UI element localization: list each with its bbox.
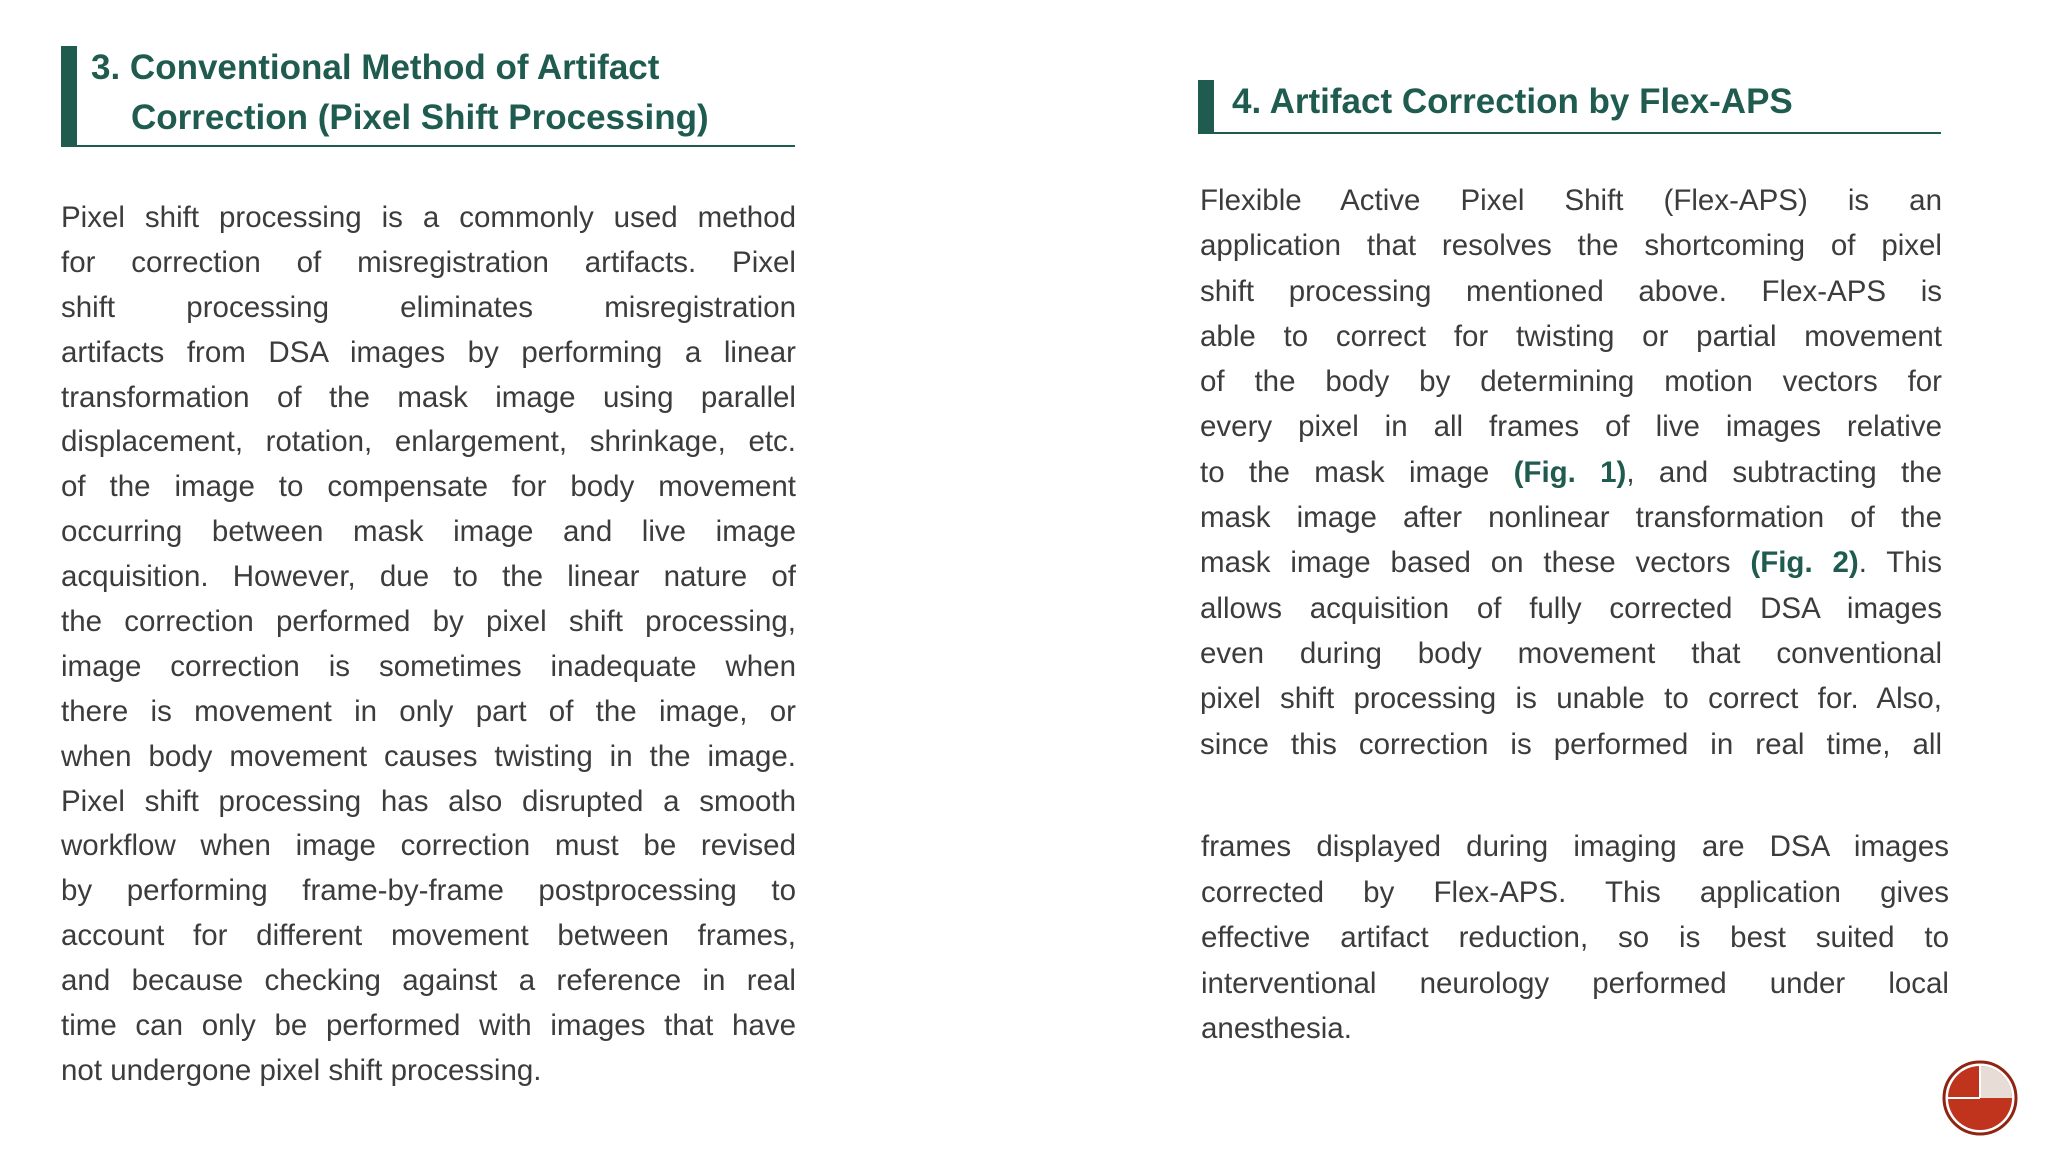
- text-line: allows acquisition of fully corrected DSA images: [1200, 591, 1942, 625]
- text-line-with-figure-ref: [1200, 540, 1942, 585]
- section-3-heading-line-1: 3. Conventional Method of Artifact: [91, 48, 660, 87]
- text-segment: , and subtracting the: [1626, 455, 1942, 489]
- text-line: every pixel in all frames of live images relative: [1200, 410, 1942, 444]
- text-line: Pixel shift processing has also disrupted a smooth: [61, 784, 796, 818]
- text-segment: . This: [1858, 546, 1942, 580]
- section-4-body-upper: [1200, 178, 1942, 767]
- text-line: anesthesia.: [1201, 1012, 1352, 1046]
- text-line: not undergone pixel shift processing.: [61, 1053, 542, 1087]
- text-line: of the image to compensate for body movement: [61, 470, 796, 504]
- heading-underline: [1198, 132, 1941, 134]
- text-line: image correction is sometimes inadequate when: [61, 649, 796, 683]
- heading-accent-bar: [1198, 80, 1214, 134]
- text-line: effective artifact reduction, so is best suited to: [1201, 921, 1949, 955]
- text-line: of the body by determining motion vectors for: [1200, 365, 1942, 399]
- text-line: since this correction is performed in real time, all: [1200, 727, 1942, 761]
- text-line: for correction of misregistration artifacts. Pixel: [61, 245, 796, 279]
- section-4-heading: [1198, 80, 1941, 134]
- text-line: application that resolves the shortcoming of pixel: [1200, 229, 1942, 263]
- text-line: artifacts from DSA images by performing a linear: [61, 335, 796, 369]
- text-line: interventional neurology performed under local: [1201, 966, 1949, 1000]
- section-4-heading-text: 4. Artifact Correction by Flex-APS: [1232, 82, 1793, 121]
- text-segment: mask image based on these vectors: [1200, 546, 1751, 580]
- text-line: Pixel shift processing is a commonly used method: [61, 201, 796, 234]
- text-line: mask image after nonlinear transformation of the: [1200, 501, 1942, 535]
- text-segment: to the mask image: [1200, 455, 1514, 489]
- text-line: there is movement in only part of the image, or: [61, 694, 796, 728]
- text-line: account for different movement between frames,: [61, 919, 796, 953]
- text-line: corrected by Flex-APS. This application gives: [1201, 875, 1949, 909]
- text-line: the correction performed by pixel shift processing,: [61, 605, 796, 639]
- text-line: Flexible Active Pixel Shift (Flex-APS) is an: [1200, 184, 1942, 217]
- text-line: able to correct for twisting or partial movement: [1200, 319, 1942, 353]
- text-line: shift processing eliminates misregistration: [61, 290, 796, 324]
- section-3-heading-line-2: Correction (Pixel Shift Processing): [131, 98, 709, 137]
- text-line: when body movement causes twisting in the image.: [61, 739, 796, 773]
- text-line: frames displayed during imaging are DSA images: [1201, 830, 1949, 863]
- section-3-body: [61, 196, 796, 1094]
- heading-accent-bar: [61, 46, 77, 147]
- text-line: workflow when image correction must be revised: [61, 829, 796, 863]
- text-line: even during body movement that conventional: [1200, 636, 1942, 670]
- text-line: pixel shift processing is unable to correct for. Also,: [1200, 682, 1942, 716]
- text-line: displacement, rotation, enlargement, shrinkage, etc.: [61, 425, 796, 459]
- text-line: acquisition. However, due to the linear nature of: [61, 560, 796, 594]
- section-4-body-lower: [1201, 824, 1949, 1052]
- figure-1-reference: (Fig. 1): [1513, 455, 1627, 489]
- text-line: transformation of the mask image using parallel: [61, 380, 796, 414]
- text-line: time can only be performed with images that have: [61, 1009, 796, 1043]
- figure-2-reference: (Fig. 2): [1750, 546, 1859, 580]
- heading-underline: [61, 145, 795, 147]
- text-line-with-figure-ref: [1200, 450, 1942, 495]
- text-line: shift processing mentioned above. Flex-APS is: [1200, 274, 1942, 308]
- section-3-heading: [61, 46, 795, 147]
- red-circle-emblem-icon[interactable]: [1940, 1058, 2020, 1138]
- text-line: by performing frame-by-frame postprocessing to: [61, 874, 796, 908]
- text-line: and because checking against a reference in real: [61, 964, 796, 998]
- text-line: occurring between mask image and live image: [61, 515, 796, 549]
